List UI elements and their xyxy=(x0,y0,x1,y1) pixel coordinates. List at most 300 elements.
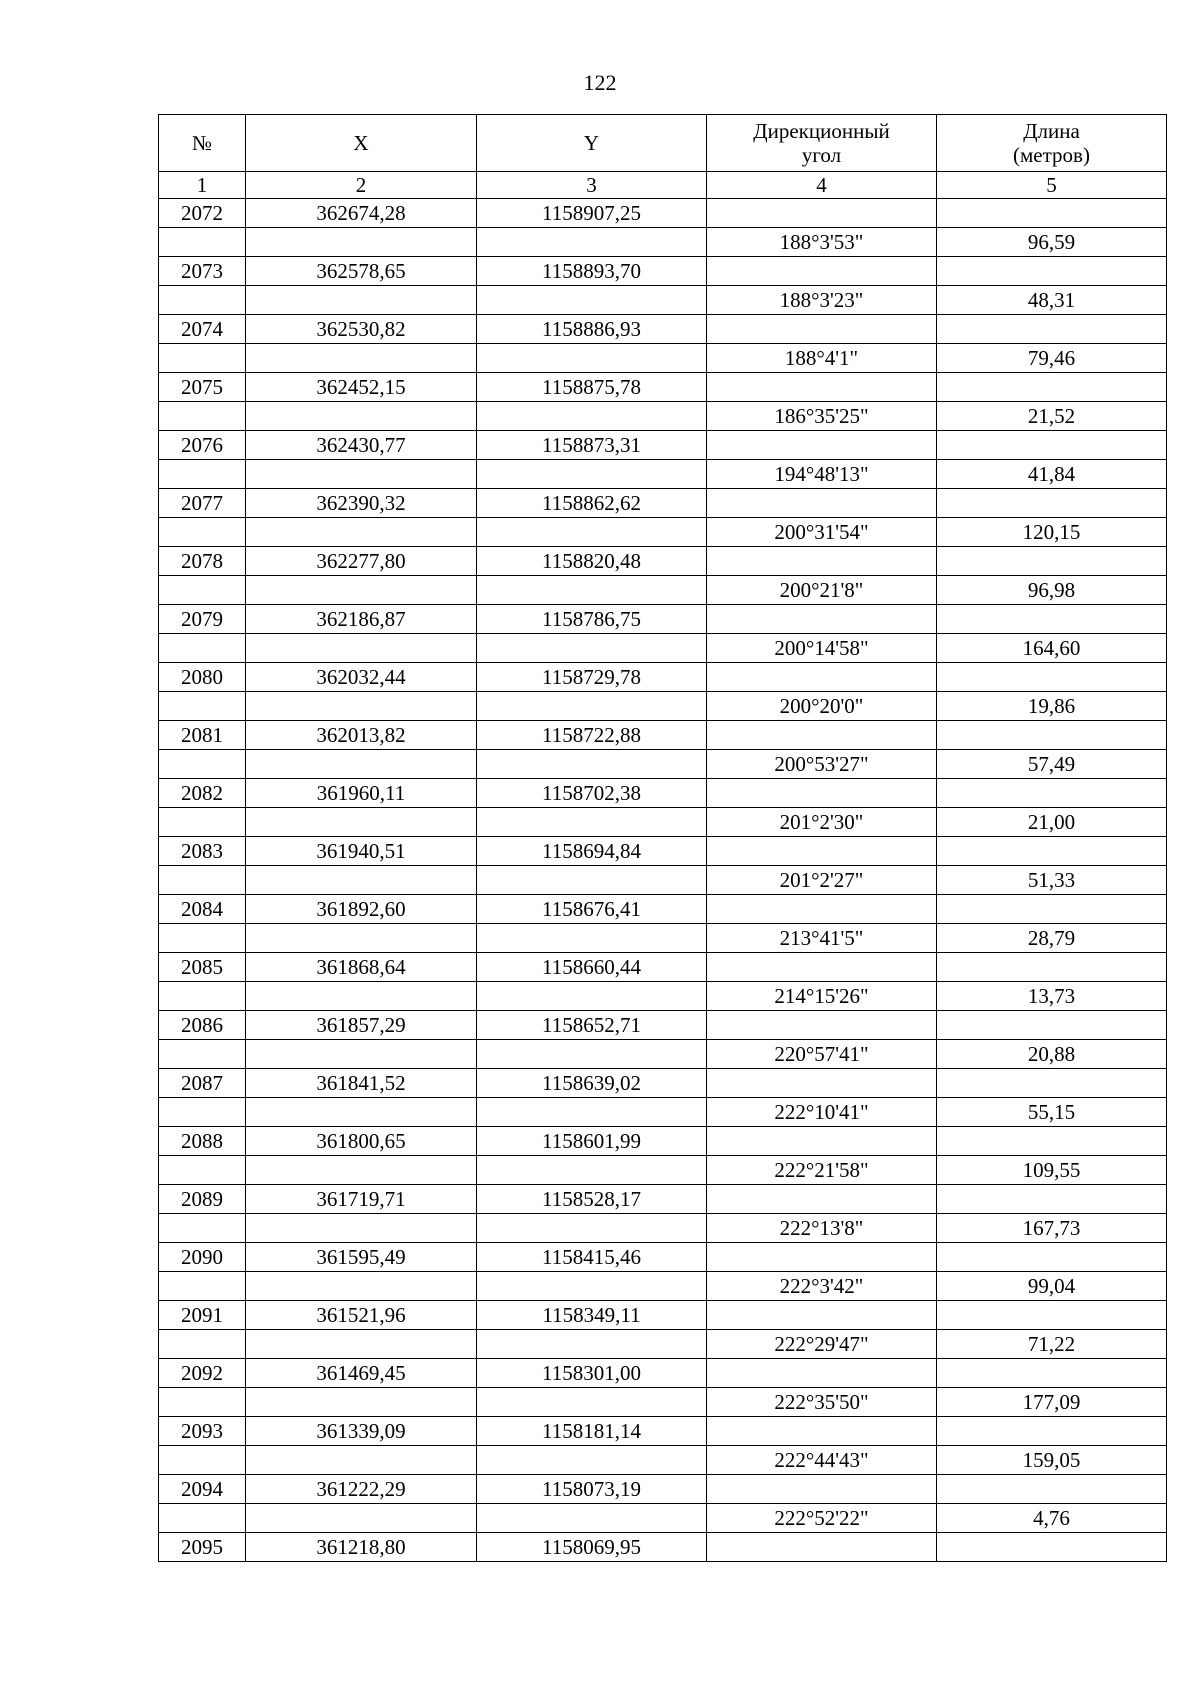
empty-cell xyxy=(707,953,937,982)
empty-cell xyxy=(477,634,707,663)
point-row xyxy=(159,1417,1167,1446)
empty-cell xyxy=(707,1011,937,1040)
empty-cell xyxy=(477,924,707,953)
segment-length: 20,88 xyxy=(937,1040,1167,1069)
empty-cell xyxy=(937,837,1167,866)
empty-cell xyxy=(937,1069,1167,1098)
point-number: 2084 xyxy=(159,895,246,924)
point-number: 2080 xyxy=(159,663,246,692)
empty-cell xyxy=(159,286,246,315)
empty-cell xyxy=(159,518,246,547)
point-y: 1158873,31 xyxy=(477,431,707,460)
point-x: 361892,60 xyxy=(246,895,477,924)
empty-cell xyxy=(937,1359,1167,1388)
empty-cell xyxy=(937,1127,1167,1156)
segment-row xyxy=(159,982,1167,1011)
point-row xyxy=(159,837,1167,866)
point-x: 361218,80 xyxy=(246,1533,477,1562)
empty-cell xyxy=(246,344,477,373)
segment-length: 48,31 xyxy=(937,286,1167,315)
segment-row xyxy=(159,576,1167,605)
segment-row xyxy=(159,518,1167,547)
empty-cell xyxy=(246,402,477,431)
segment-length: 99,04 xyxy=(937,1272,1167,1301)
segment-length: 96,98 xyxy=(937,576,1167,605)
segment-angle: 213°41'5" xyxy=(707,924,937,953)
empty-cell xyxy=(477,228,707,257)
point-x: 362186,87 xyxy=(246,605,477,634)
point-y: 1158702,38 xyxy=(477,779,707,808)
empty-cell xyxy=(707,1069,937,1098)
point-x: 361841,52 xyxy=(246,1069,477,1098)
empty-cell xyxy=(937,315,1167,344)
point-row xyxy=(159,489,1167,518)
point-y: 1158349,11 xyxy=(477,1301,707,1330)
segment-row xyxy=(159,1156,1167,1185)
point-number: 2079 xyxy=(159,605,246,634)
segment-length: 120,15 xyxy=(937,518,1167,547)
empty-cell xyxy=(937,373,1167,402)
empty-cell xyxy=(477,808,707,837)
empty-cell xyxy=(477,1446,707,1475)
point-y: 1158886,93 xyxy=(477,315,707,344)
segment-length: 41,84 xyxy=(937,460,1167,489)
segment-length: 21,00 xyxy=(937,808,1167,837)
empty-cell xyxy=(937,199,1167,228)
point-y: 1158893,70 xyxy=(477,257,707,286)
empty-cell xyxy=(707,837,937,866)
segment-row xyxy=(159,808,1167,837)
empty-cell xyxy=(937,1185,1167,1214)
point-x: 362674,28 xyxy=(246,199,477,228)
empty-cell xyxy=(937,605,1167,634)
point-y: 1158528,17 xyxy=(477,1185,707,1214)
point-y: 1158660,44 xyxy=(477,953,707,982)
point-row xyxy=(159,1533,1167,1562)
point-y: 1158820,48 xyxy=(477,547,707,576)
empty-cell xyxy=(159,866,246,895)
point-row xyxy=(159,257,1167,286)
empty-cell xyxy=(246,518,477,547)
segment-angle: 188°3'23" xyxy=(707,286,937,315)
empty-cell xyxy=(707,1243,937,1272)
header-direction-angle-line-2: угол xyxy=(801,143,842,167)
point-y: 1158729,78 xyxy=(477,663,707,692)
point-x: 362578,65 xyxy=(246,257,477,286)
empty-cell xyxy=(246,634,477,663)
empty-cell xyxy=(937,1011,1167,1040)
point-number: 2072 xyxy=(159,199,246,228)
empty-cell xyxy=(477,344,707,373)
empty-cell xyxy=(159,1272,246,1301)
empty-cell xyxy=(937,1301,1167,1330)
empty-cell xyxy=(477,982,707,1011)
empty-cell xyxy=(159,1214,246,1243)
header-number: № xyxy=(159,115,246,172)
empty-cell xyxy=(707,1533,937,1562)
segment-length: 21,52 xyxy=(937,402,1167,431)
segment-row xyxy=(159,1098,1167,1127)
empty-cell xyxy=(159,924,246,953)
empty-cell xyxy=(159,1504,246,1533)
empty-cell xyxy=(477,402,707,431)
point-row xyxy=(159,1475,1167,1504)
point-y: 1158652,71 xyxy=(477,1011,707,1040)
segment-angle: 222°44'43" xyxy=(707,1446,937,1475)
table-header xyxy=(159,115,1167,199)
empty-cell xyxy=(246,750,477,779)
point-x: 362390,32 xyxy=(246,489,477,518)
empty-cell xyxy=(707,1475,937,1504)
empty-cell xyxy=(937,953,1167,982)
point-number: 2085 xyxy=(159,953,246,982)
point-y: 1158601,99 xyxy=(477,1127,707,1156)
empty-cell xyxy=(707,1417,937,1446)
segment-length: 79,46 xyxy=(937,344,1167,373)
segment-angle: 222°10'41" xyxy=(707,1098,937,1127)
point-y: 1158181,14 xyxy=(477,1417,707,1446)
point-number: 2092 xyxy=(159,1359,246,1388)
empty-cell xyxy=(477,576,707,605)
empty-cell xyxy=(246,1040,477,1069)
segment-row xyxy=(159,924,1167,953)
empty-cell xyxy=(937,779,1167,808)
segment-length: 164,60 xyxy=(937,634,1167,663)
segment-angle: 220°57'41" xyxy=(707,1040,937,1069)
point-number: 2078 xyxy=(159,547,246,576)
empty-cell xyxy=(246,460,477,489)
point-x: 362452,15 xyxy=(246,373,477,402)
segment-angle: 222°13'8" xyxy=(707,1214,937,1243)
point-row xyxy=(159,431,1167,460)
point-row xyxy=(159,315,1167,344)
point-row xyxy=(159,895,1167,924)
empty-cell xyxy=(159,344,246,373)
segment-angle: 214°15'26" xyxy=(707,982,937,1011)
header-length-line-2: (метров) xyxy=(1013,143,1090,167)
point-row xyxy=(159,373,1167,402)
empty-cell xyxy=(707,1185,937,1214)
segment-length: 28,79 xyxy=(937,924,1167,953)
segment-row xyxy=(159,634,1167,663)
point-number: 2082 xyxy=(159,779,246,808)
empty-cell xyxy=(937,431,1167,460)
segment-angle: 188°4'1" xyxy=(707,344,937,373)
segment-length: 57,49 xyxy=(937,750,1167,779)
point-number: 2075 xyxy=(159,373,246,402)
empty-cell xyxy=(477,1388,707,1417)
point-y: 1158862,62 xyxy=(477,489,707,518)
segment-row xyxy=(159,750,1167,779)
segment-row xyxy=(159,1388,1167,1417)
segment-length: 159,05 xyxy=(937,1446,1167,1475)
point-row xyxy=(159,199,1167,228)
empty-cell xyxy=(707,1301,937,1330)
header-direction-angle xyxy=(707,115,937,172)
empty-cell xyxy=(159,1040,246,1069)
point-number: 2095 xyxy=(159,1533,246,1562)
point-x: 361868,64 xyxy=(246,953,477,982)
empty-cell xyxy=(246,1446,477,1475)
point-y: 1158676,41 xyxy=(477,895,707,924)
empty-cell xyxy=(937,1475,1167,1504)
point-number: 2093 xyxy=(159,1417,246,1446)
empty-cell xyxy=(159,808,246,837)
point-row xyxy=(159,1243,1167,1272)
empty-cell xyxy=(246,808,477,837)
segment-angle: 222°3'42" xyxy=(707,1272,937,1301)
segment-length: 96,59 xyxy=(937,228,1167,257)
segment-row xyxy=(159,1330,1167,1359)
point-x: 362032,44 xyxy=(246,663,477,692)
point-y: 1158722,88 xyxy=(477,721,707,750)
header-length-line-1: Длина xyxy=(1023,119,1080,143)
segment-angle: 194°48'13" xyxy=(707,460,937,489)
empty-cell xyxy=(246,1272,477,1301)
empty-cell xyxy=(477,1330,707,1359)
empty-cell xyxy=(937,1533,1167,1562)
empty-cell xyxy=(159,402,246,431)
empty-cell xyxy=(477,1098,707,1127)
empty-cell xyxy=(937,1243,1167,1272)
empty-cell xyxy=(477,1272,707,1301)
point-row xyxy=(159,953,1167,982)
point-x: 361521,96 xyxy=(246,1301,477,1330)
point-x: 361940,51 xyxy=(246,837,477,866)
empty-cell xyxy=(477,460,707,489)
empty-cell xyxy=(159,1156,246,1185)
empty-cell xyxy=(246,1330,477,1359)
point-x: 361857,29 xyxy=(246,1011,477,1040)
point-x: 361469,45 xyxy=(246,1359,477,1388)
point-x: 361595,49 xyxy=(246,1243,477,1272)
empty-cell xyxy=(477,1040,707,1069)
point-y: 1158069,95 xyxy=(477,1533,707,1562)
point-x: 361719,71 xyxy=(246,1185,477,1214)
empty-cell xyxy=(937,489,1167,518)
point-y: 1158875,78 xyxy=(477,373,707,402)
empty-cell xyxy=(159,1098,246,1127)
point-number: 2083 xyxy=(159,837,246,866)
segment-angle: 222°35'50" xyxy=(707,1388,937,1417)
point-row xyxy=(159,605,1167,634)
segment-row xyxy=(159,402,1167,431)
point-y: 1158301,00 xyxy=(477,1359,707,1388)
header-row xyxy=(159,115,1167,172)
empty-cell xyxy=(477,1504,707,1533)
point-row xyxy=(159,1127,1167,1156)
segment-length: 55,15 xyxy=(937,1098,1167,1127)
segment-angle: 222°21'58" xyxy=(707,1156,937,1185)
point-row xyxy=(159,779,1167,808)
segment-row xyxy=(159,286,1167,315)
point-row xyxy=(159,547,1167,576)
point-y: 1158415,46 xyxy=(477,1243,707,1272)
empty-cell xyxy=(159,750,246,779)
segment-length: 13,73 xyxy=(937,982,1167,1011)
point-row xyxy=(159,663,1167,692)
empty-cell xyxy=(477,518,707,547)
point-row xyxy=(159,721,1167,750)
empty-cell xyxy=(477,750,707,779)
empty-cell xyxy=(246,576,477,605)
segment-angle: 188°3'53" xyxy=(707,228,937,257)
empty-cell xyxy=(937,1417,1167,1446)
empty-cell xyxy=(707,1359,937,1388)
empty-cell xyxy=(246,692,477,721)
empty-cell xyxy=(707,779,937,808)
empty-cell xyxy=(246,982,477,1011)
segment-angle: 222°52'22" xyxy=(707,1504,937,1533)
point-number: 2089 xyxy=(159,1185,246,1214)
empty-cell xyxy=(477,1214,707,1243)
column-number: 2 xyxy=(246,172,477,199)
segment-length: 4,76 xyxy=(937,1504,1167,1533)
point-x: 361222,29 xyxy=(246,1475,477,1504)
empty-cell xyxy=(246,1156,477,1185)
point-row xyxy=(159,1301,1167,1330)
segment-row xyxy=(159,1446,1167,1475)
point-number: 2076 xyxy=(159,431,246,460)
point-number: 2087 xyxy=(159,1069,246,1098)
empty-cell xyxy=(246,1098,477,1127)
point-x: 362530,82 xyxy=(246,315,477,344)
empty-cell xyxy=(246,1214,477,1243)
segment-length: 109,55 xyxy=(937,1156,1167,1185)
point-y: 1158694,84 xyxy=(477,837,707,866)
empty-cell xyxy=(159,1446,246,1475)
column-number-row xyxy=(159,172,1167,199)
point-row xyxy=(159,1011,1167,1040)
point-row xyxy=(159,1069,1167,1098)
column-number: 5 xyxy=(937,172,1167,199)
empty-cell xyxy=(477,866,707,895)
empty-cell xyxy=(707,547,937,576)
empty-cell xyxy=(937,547,1167,576)
segment-angle: 201°2'30" xyxy=(707,808,937,837)
empty-cell xyxy=(159,692,246,721)
segment-angle: 200°20'0" xyxy=(707,692,937,721)
empty-cell xyxy=(707,431,937,460)
segment-row xyxy=(159,344,1167,373)
point-number: 2077 xyxy=(159,489,246,518)
empty-cell xyxy=(477,1156,707,1185)
empty-cell xyxy=(707,489,937,518)
point-number: 2088 xyxy=(159,1127,246,1156)
empty-cell xyxy=(159,1388,246,1417)
empty-cell xyxy=(707,373,937,402)
empty-cell xyxy=(707,257,937,286)
segment-row xyxy=(159,1040,1167,1069)
segment-angle: 222°29'47" xyxy=(707,1330,937,1359)
empty-cell xyxy=(246,228,477,257)
header-length xyxy=(937,115,1167,172)
point-x: 361960,11 xyxy=(246,779,477,808)
point-x: 361800,65 xyxy=(246,1127,477,1156)
segment-angle: 186°35'25" xyxy=(707,402,937,431)
segment-row xyxy=(159,1272,1167,1301)
point-y: 1158907,25 xyxy=(477,199,707,228)
empty-cell xyxy=(159,982,246,1011)
empty-cell xyxy=(159,228,246,257)
segment-angle: 200°53'27" xyxy=(707,750,937,779)
point-x: 361339,09 xyxy=(246,1417,477,1446)
segment-length: 19,86 xyxy=(937,692,1167,721)
empty-cell xyxy=(159,1330,246,1359)
point-number: 2091 xyxy=(159,1301,246,1330)
point-number: 2086 xyxy=(159,1011,246,1040)
point-y: 1158786,75 xyxy=(477,605,707,634)
coordinates-table xyxy=(158,114,1167,1562)
table-body xyxy=(159,199,1167,1562)
empty-cell xyxy=(159,460,246,489)
empty-cell xyxy=(707,1127,937,1156)
segment-row xyxy=(159,1214,1167,1243)
point-number: 2073 xyxy=(159,257,246,286)
empty-cell xyxy=(937,721,1167,750)
header-y: Y xyxy=(477,115,707,172)
header-x: X xyxy=(246,115,477,172)
empty-cell xyxy=(477,692,707,721)
empty-cell xyxy=(707,895,937,924)
segment-angle: 200°31'54" xyxy=(707,518,937,547)
point-number: 2094 xyxy=(159,1475,246,1504)
empty-cell xyxy=(159,634,246,663)
point-row xyxy=(159,1359,1167,1388)
segment-length: 167,73 xyxy=(937,1214,1167,1243)
empty-cell xyxy=(707,199,937,228)
point-number: 2090 xyxy=(159,1243,246,1272)
empty-cell xyxy=(246,866,477,895)
column-number: 1 xyxy=(159,172,246,199)
empty-cell xyxy=(246,286,477,315)
page-number: 122 xyxy=(583,70,617,95)
segment-row xyxy=(159,866,1167,895)
segment-length: 71,22 xyxy=(937,1330,1167,1359)
header-direction-angle-line-1: Дирекционный xyxy=(753,119,890,143)
point-row xyxy=(159,1185,1167,1214)
segment-row xyxy=(159,460,1167,489)
point-x: 362430,77 xyxy=(246,431,477,460)
segment-row xyxy=(159,228,1167,257)
empty-cell xyxy=(937,257,1167,286)
empty-cell xyxy=(246,1504,477,1533)
empty-cell xyxy=(246,1388,477,1417)
point-number: 2081 xyxy=(159,721,246,750)
segment-row xyxy=(159,692,1167,721)
empty-cell xyxy=(159,576,246,605)
segment-length: 51,33 xyxy=(937,866,1167,895)
segment-angle: 201°2'27" xyxy=(707,866,937,895)
empty-cell xyxy=(707,315,937,344)
column-number: 4 xyxy=(707,172,937,199)
segment-length: 177,09 xyxy=(937,1388,1167,1417)
segment-angle: 200°21'8" xyxy=(707,576,937,605)
point-y: 1158073,19 xyxy=(477,1475,707,1504)
column-number: 3 xyxy=(477,172,707,199)
empty-cell xyxy=(937,895,1167,924)
empty-cell xyxy=(707,663,937,692)
empty-cell xyxy=(707,605,937,634)
empty-cell xyxy=(937,663,1167,692)
point-x: 362013,82 xyxy=(246,721,477,750)
empty-cell xyxy=(246,924,477,953)
segment-angle: 200°14'58" xyxy=(707,634,937,663)
empty-cell xyxy=(477,286,707,315)
empty-cell xyxy=(707,721,937,750)
point-x: 362277,80 xyxy=(246,547,477,576)
segment-row xyxy=(159,1504,1167,1533)
